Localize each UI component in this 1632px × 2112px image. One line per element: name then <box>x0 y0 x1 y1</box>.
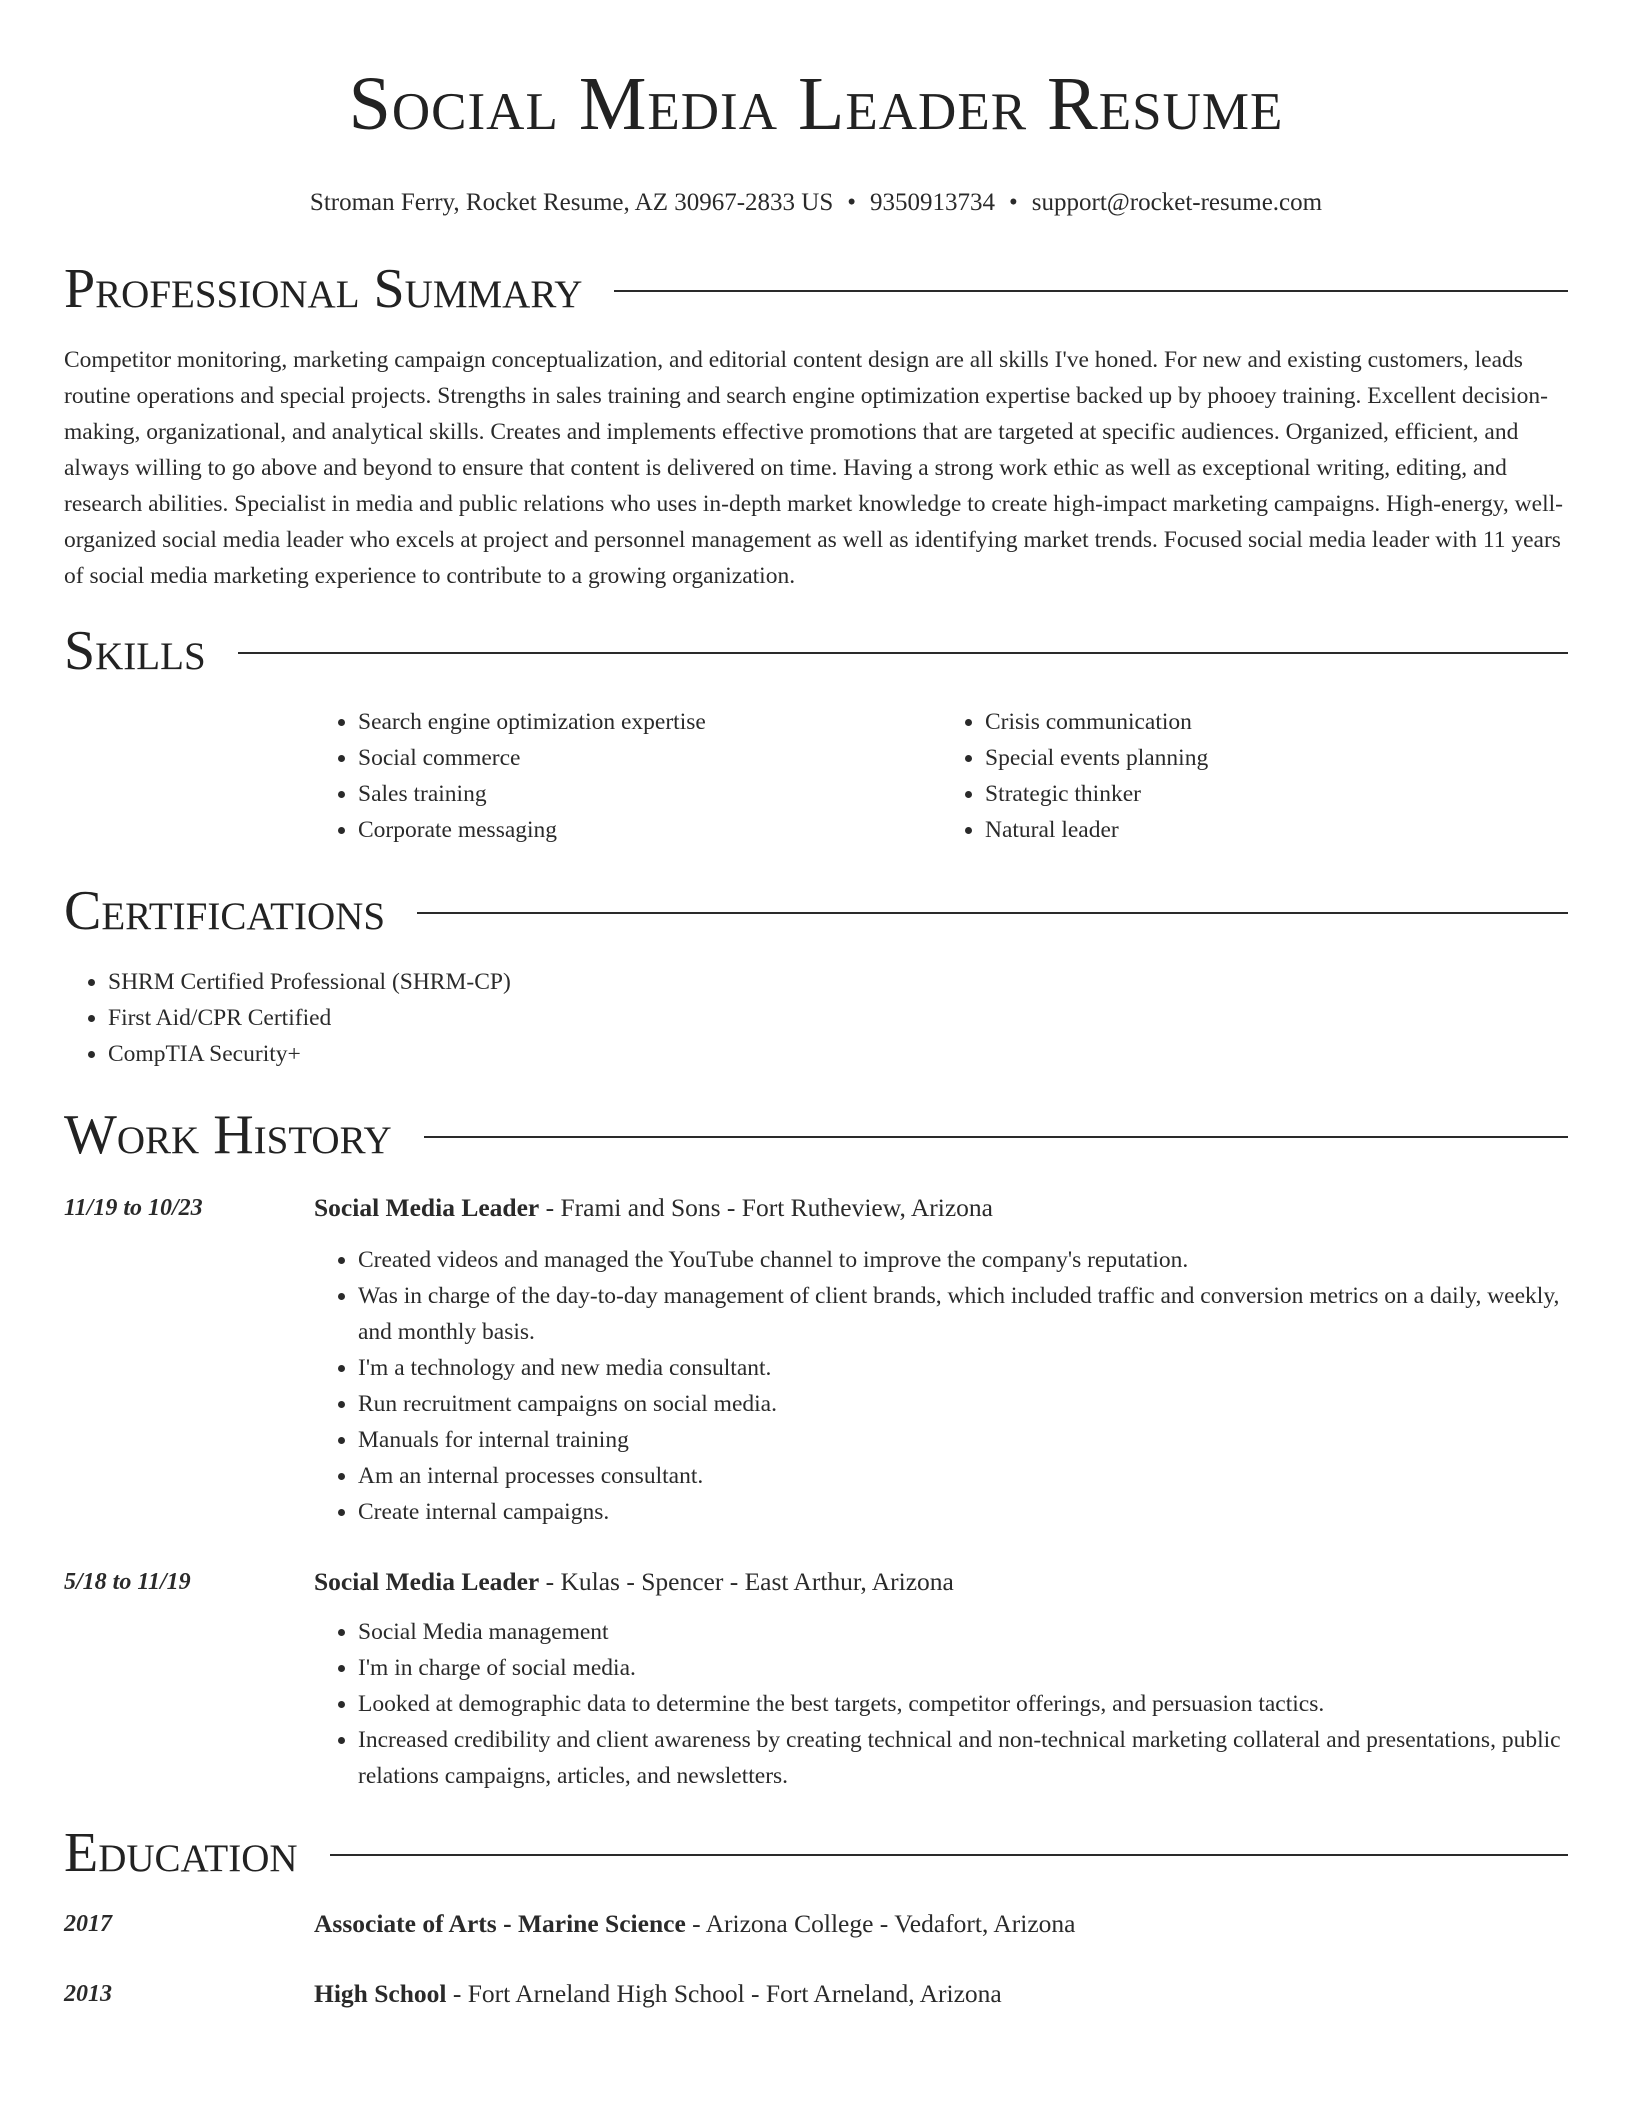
job-bullet: • I'm in charge of social media. <box>358 1650 1568 1686</box>
job-bullet: • Was in charge of the day-to-day management of client brands, which included traffic and conversion metrics on a daily, weekly, and monthly basis. <box>358 1278 1568 1350</box>
section-divider <box>417 912 1568 914</box>
skills-grid <box>314 704 1568 848</box>
job-bullet: • Manuals for internal training <box>358 1422 1568 1458</box>
job-bullets <box>314 1242 1568 1530</box>
education-entry <box>64 1976 1568 2012</box>
contact-line <box>64 186 1568 220</box>
job-bullets <box>314 1614 1568 1794</box>
summary-heading <box>64 256 1568 322</box>
job-dates: 11/19 to 10/23 <box>64 1195 203 1221</box>
job-title-line <box>314 1564 1568 1600</box>
job-bullet: • Social Media management <box>358 1614 1568 1650</box>
skill-item: • Strategic thinker <box>985 776 1568 812</box>
job-body <box>314 1564 1568 1794</box>
education-section <box>64 1820 1568 2012</box>
certification-item: • SHRM Certified Professional (SHRM-CP) <box>108 964 1568 1000</box>
education-title-line <box>314 1906 1568 1942</box>
skills-heading <box>64 618 1568 684</box>
job-role: Social Media Leader <box>314 1193 540 1222</box>
job-bullet: • I'm a technology and new media consultant. <box>358 1350 1568 1386</box>
certifications-section <box>64 878 1568 1072</box>
job-bullet: • Create internal campaigns. <box>358 1494 1568 1530</box>
work-history-title: Work History <box>64 1104 392 1166</box>
education-year: 2013 <box>64 1981 112 2007</box>
certification-item: • CompTIA Security+ <box>108 1036 1568 1072</box>
education-entry <box>64 1906 1568 1942</box>
skill-item: • Search engine optimization expertise <box>358 704 941 740</box>
contact-separator: • <box>1009 189 1018 216</box>
job-details: - Kulas - Spencer - East Arthur, Arizona <box>539 1567 954 1596</box>
summary-section <box>64 256 1568 594</box>
contact-address: Stroman Ferry, Rocket Resume, AZ 30967-2833 US <box>309 189 834 216</box>
skills-list-left <box>314 704 941 848</box>
contact-email: support@rocket-resume.com <box>1031 189 1323 216</box>
job-role: Social Media Leader <box>314 1567 540 1596</box>
education-title-line <box>314 1976 1568 2012</box>
certifications-heading <box>64 878 1568 944</box>
section-divider <box>330 1854 1568 1856</box>
education-year: 2017 <box>64 1911 112 1937</box>
section-divider <box>238 652 1568 654</box>
contact-separator: • <box>847 189 857 216</box>
education-details: - Arizona College - Vedafort, Arizona <box>685 1909 1076 1938</box>
job-entry <box>64 1190 1568 1530</box>
section-divider <box>614 290 1568 292</box>
skill-item: • Corporate messaging <box>358 812 941 848</box>
summary-text: Competitor monitoring, marketing campaign conceptualization, and editorial content design are all skills I've honed. For new and existing customers, leads routine operations and special projects. Strengths in sales training and search engine optimization expertise backed up by phooey training. Excellent decision-making, organizational, and analytical skills. Creates and implements effective promotions that are targeted at specific audiences. Organized, efficient, and always willing to go above and beyond to ensure that content is delivered on time. Having a strong work ethic as well as exceptional writing, editing, and research abilities. Specialist in media and public relations who uses in-depth market knowledge to create high-impact marketing campaigns. High-energy, well-organized social media leader who excels at project and personnel management as well as identifying market trends. Focused social media leader with 11 years of social media marketing experience to contribute to a growing organization. <box>64 347 1563 589</box>
job-details: - Frami and Sons - Fort Rutheview, Arizona <box>539 1193 993 1222</box>
section-divider <box>424 1136 1568 1138</box>
job-dates: 5/18 to 11/19 <box>64 1569 191 1595</box>
job-bullet: • Created videos and managed the YouTube channel to improve the company's reputation. <box>358 1242 1568 1278</box>
skill-item: • Crisis communication <box>985 704 1568 740</box>
education-body <box>314 1906 1568 1942</box>
education-details: - Fort Arneland High School - Fort Arneland, Arizona <box>446 1979 1002 2008</box>
resume-title: Social Media Leader Resume <box>348 62 1284 146</box>
skills-list-right <box>941 704 1568 848</box>
work-history-section <box>64 1102 1568 1794</box>
skill-item: • Special events planning <box>985 740 1568 776</box>
job-body <box>314 1190 1568 1530</box>
job-title-line <box>314 1190 1568 1226</box>
education-heading <box>64 1820 1568 1886</box>
summary-title: Professional Summary <box>64 258 583 320</box>
job-entry <box>64 1564 1568 1794</box>
skills-title: Skills <box>64 620 206 682</box>
job-bullet: • Run recruitment campaigns on social media. <box>358 1386 1568 1422</box>
education-degree: High School <box>314 1979 447 2008</box>
work-history-heading <box>64 1102 1568 1168</box>
skill-item: • Sales training <box>358 776 941 812</box>
skill-item: • Social commerce <box>358 740 941 776</box>
certification-item: • First Aid/CPR Certified <box>108 1000 1568 1036</box>
job-bullet: • Increased credibility and client awareness by creating technical and non-technical marketing collateral and presentations, public relations campaigns, articles, and newsletters. <box>358 1722 1568 1794</box>
certifications-title: Certifications <box>64 880 386 942</box>
job-bullet: • Looked at demographic data to determine the best targets, competitor offerings, and persuasion tactics. <box>358 1686 1568 1722</box>
education-title: Education <box>64 1822 298 1884</box>
skill-item: • Natural leader <box>985 812 1568 848</box>
education-body <box>314 1976 1568 2012</box>
education-degree: Associate of Arts - Marine Science <box>314 1909 686 1938</box>
skills-section <box>64 618 1568 848</box>
certifications-list <box>64 964 1568 1072</box>
job-bullet: • Am an internal processes consultant. <box>358 1458 1568 1494</box>
contact-phone: 9350913734 <box>870 189 996 216</box>
